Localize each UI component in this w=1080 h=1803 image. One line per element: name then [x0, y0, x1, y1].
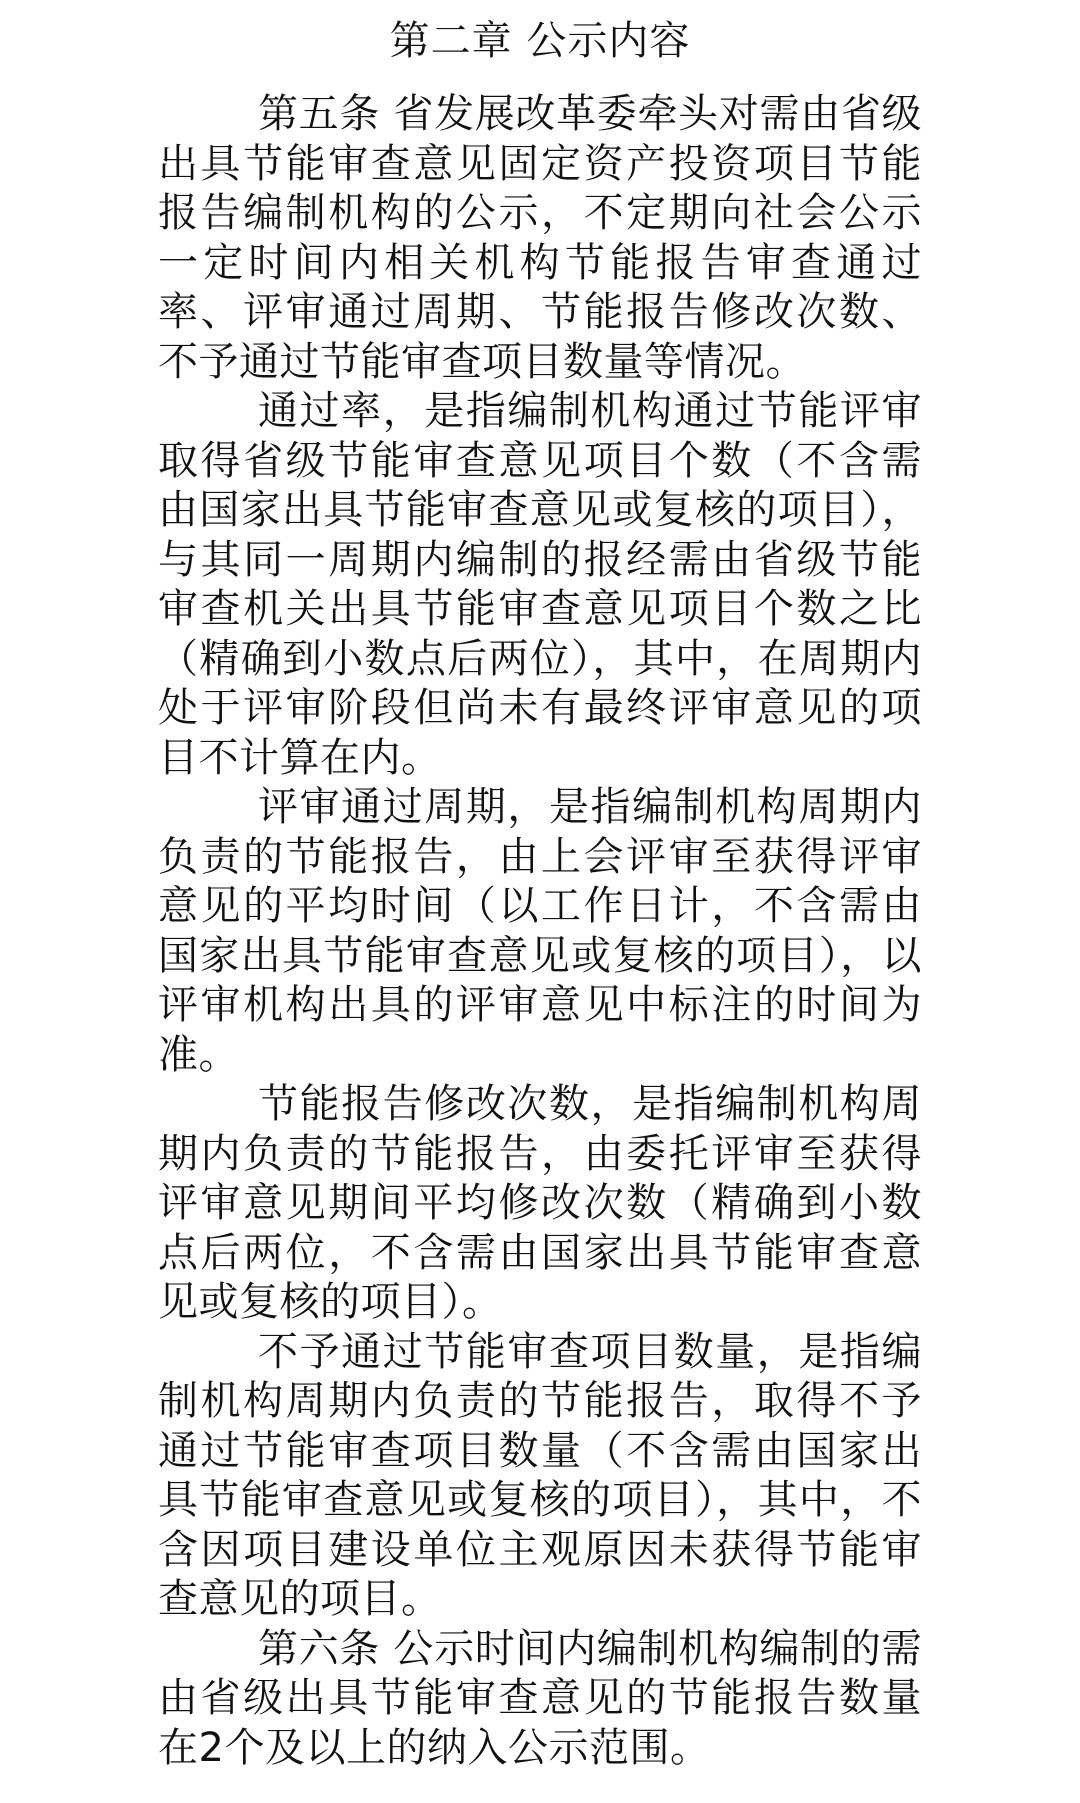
chapter-title: 第二章 公示内容: [389, 18, 691, 64]
pass-rate-paragraph: 通过率，是指编制机构通过节能评审取得省级节能审查意见项目个数（不含需由国家出具节能审查意见或复核的项目），与其同一周期内编制的报经需由省级节能审查机关出具节能审查意见项目个数之比（精确到小数点后两位），其中，在周期内处于评审阶段但尚未有最终评审意见的项目不计算在内。: [158, 388, 922, 781]
revision-count-paragraph: 节能报告修改次数，是指编制机构周期内负责的节能报告，由委托评审至获得评审意见期间平均修改次数（精确到小数点后两位，不含需由国家出具节能审查意见或复核的项目）。: [158, 1081, 922, 1325]
article-6-paragraph: 第六条 公示时间内编制机构编制的需由省级出具节能审查意见的节能报告数量在2个及以上的纳入公示范围。: [158, 1625, 922, 1771]
review-cycle-paragraph: 评审通过周期，是指编制机构周期内负责的节能报告，由上会评审至获得评审意见的平均时间（以工作日计，不含需由国家出具节能审查意见或复核的项目），以评审机构出具的评审意见中标注的时间为准。: [158, 784, 922, 1078]
article-5-paragraph: 第五条 省发展改革委牵头对需由省级出具节能审查意见固定资产投资项目节能报告编制机构的公示，不定期向社会公示一定时间内相关机构节能报告审查通过率、评审通过周期、节能报告修改次数、不予通过节能审查项目数量等情况。: [158, 91, 922, 385]
rejected-count-paragraph: 不予通过节能审查项目数量，是指编制机构周期内负责的节能报告，取得不予通过节能审查项目数量（不含需由国家出具节能审查意见或复核的项目），其中，不含因项目建设单位主观原因未获得节能审查意见的项目。: [158, 1328, 922, 1622]
document-page: [158, 16, 922, 1773]
